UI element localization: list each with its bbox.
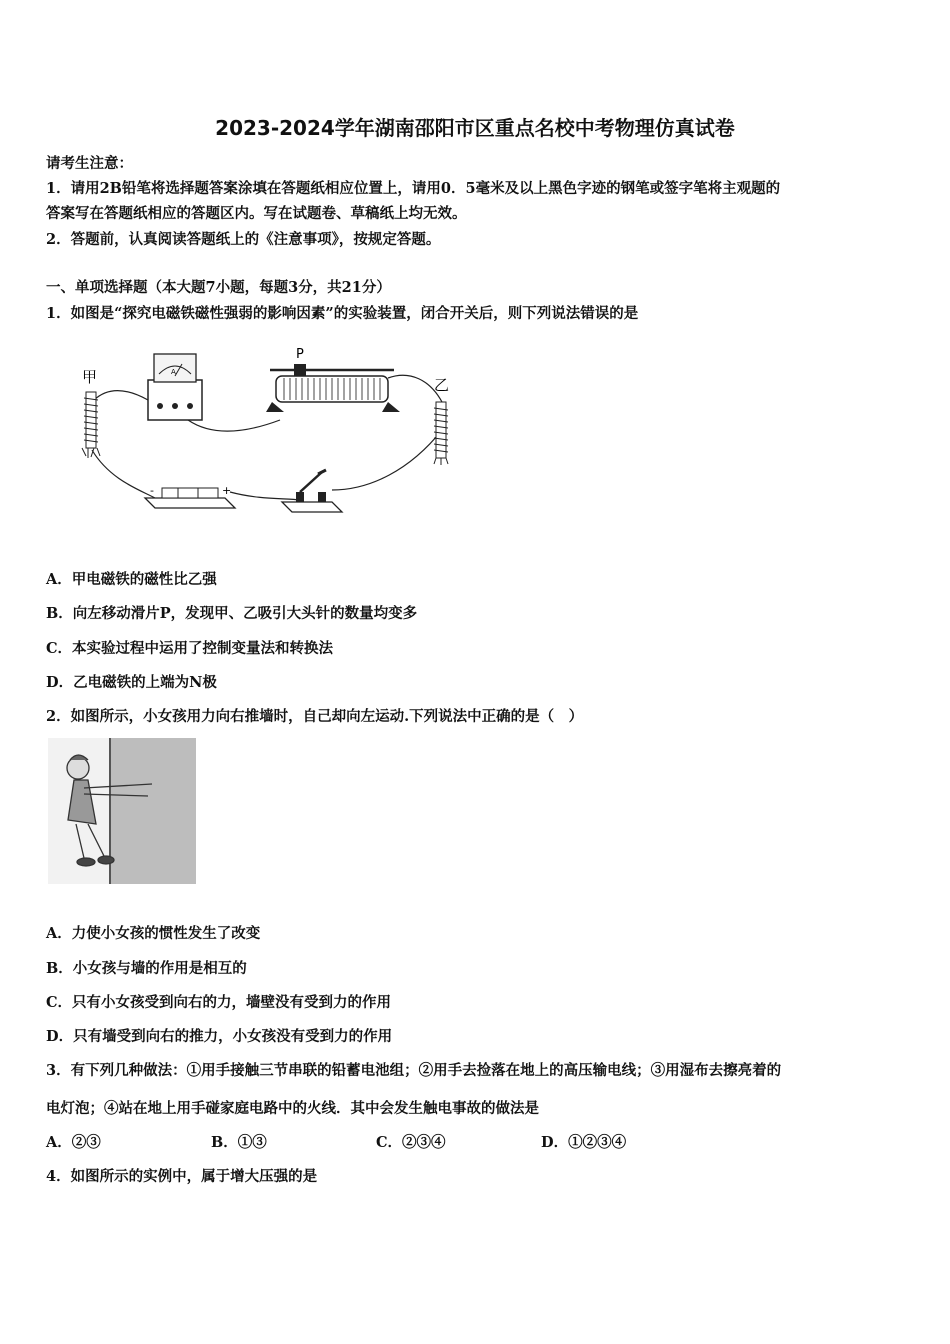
- left-magnet-label: 甲: [82, 368, 98, 386]
- wire: [188, 420, 280, 431]
- question-1-option-d: D．乙电磁铁的上端为N极: [46, 674, 217, 691]
- battery: [145, 484, 235, 508]
- notice-item-1-line-2: 答案写在答题纸相应的答题区内。写在试题卷、草稿纸上均无效。: [46, 205, 467, 222]
- wire: [92, 450, 155, 498]
- question-3-option-c: C．②③④: [376, 1134, 446, 1151]
- question-4-stem: 4．如图所示的实例中，属于增大压强的是: [46, 1168, 318, 1185]
- wire: [230, 492, 300, 500]
- slider-label: P: [296, 347, 304, 362]
- question-3-stem-line-1: 3．有下列几种做法：①用手接触三节串联的铅蓄电池组；②用手去捡落在地上的高压输电线；③用湿布去擦亮着的: [46, 1062, 782, 1079]
- page-title: 2023-2024学年湖南邵阳市区重点名校中考物理仿真试卷: [215, 116, 735, 140]
- question-2-option-b: B．小女孩与墙的作用是相互的: [46, 960, 247, 977]
- battery-plus: +: [222, 484, 232, 497]
- wire: [332, 430, 442, 490]
- question-1-stem: 1．如图是“探究电磁铁磁性强弱的影响因素”的实验装置，闭合开关后，则下列说法错误的是: [46, 305, 639, 322]
- electromagnet-right: [434, 376, 449, 465]
- wire: [94, 391, 148, 400]
- electromagnet-left: [82, 368, 100, 458]
- question-2-option-d: D．只有墙受到向右的推力，小女孩没有受到力的作用: [46, 1028, 393, 1045]
- question-2-stem: 2．如图所示，小女孩用力向右推墙时，自己却向左运动.下列说法中正确的是（ ）: [46, 708, 584, 725]
- ammeter: [148, 354, 202, 420]
- rheostat: [266, 347, 400, 412]
- question-3-option-d: D．①②③④: [541, 1134, 627, 1151]
- question-3-option-b: B．①③: [211, 1134, 267, 1151]
- notice-item-2: 2．答题前，认真阅读答题纸上的《注意事项》，按规定答题。: [46, 231, 441, 248]
- ammeter-letter: A: [171, 368, 176, 376]
- question-2-option-c: C．只有小女孩受到向右的力，墙壁没有受到力的作用: [46, 994, 392, 1011]
- girl-pushing-wall-figure: [48, 738, 196, 884]
- notice-item-1-line-1: 1．请用2B铅笔将选择题答案涂填在答题纸相应位置上，请用0．5毫米及以上黑色字迹的钢笔或签字笔将主观题的: [46, 180, 781, 197]
- question-3-stem-line-2: 电灯泡；④站在地上用手碰家庭电路中的火线．其中会发生触电事故的做法是: [46, 1100, 539, 1117]
- electromagnet-circuit-figure: [70, 340, 490, 520]
- question-3-option-a: A．②③: [46, 1134, 101, 1151]
- battery-minus: -: [150, 484, 154, 497]
- question-2-option-a: A．力使小女孩的惯性发生了改变: [46, 925, 261, 942]
- question-1-option-a: A．甲电磁铁的磁性比乙强: [46, 571, 217, 588]
- right-magnet-label: 乙: [434, 376, 450, 394]
- question-1-option-b: B．向左移动滑片P，发现甲、乙吸引大头针的数量均变多: [46, 605, 418, 622]
- switch: [282, 470, 342, 512]
- question-1-option-c: C．本实验过程中运用了控制变量法和转换法: [46, 640, 334, 657]
- notice-heading: 请考生注意：: [46, 155, 133, 172]
- wall: [110, 738, 196, 884]
- section-heading: 一、单项选择题（本大题7小题，每题3分，共21分）: [46, 279, 391, 296]
